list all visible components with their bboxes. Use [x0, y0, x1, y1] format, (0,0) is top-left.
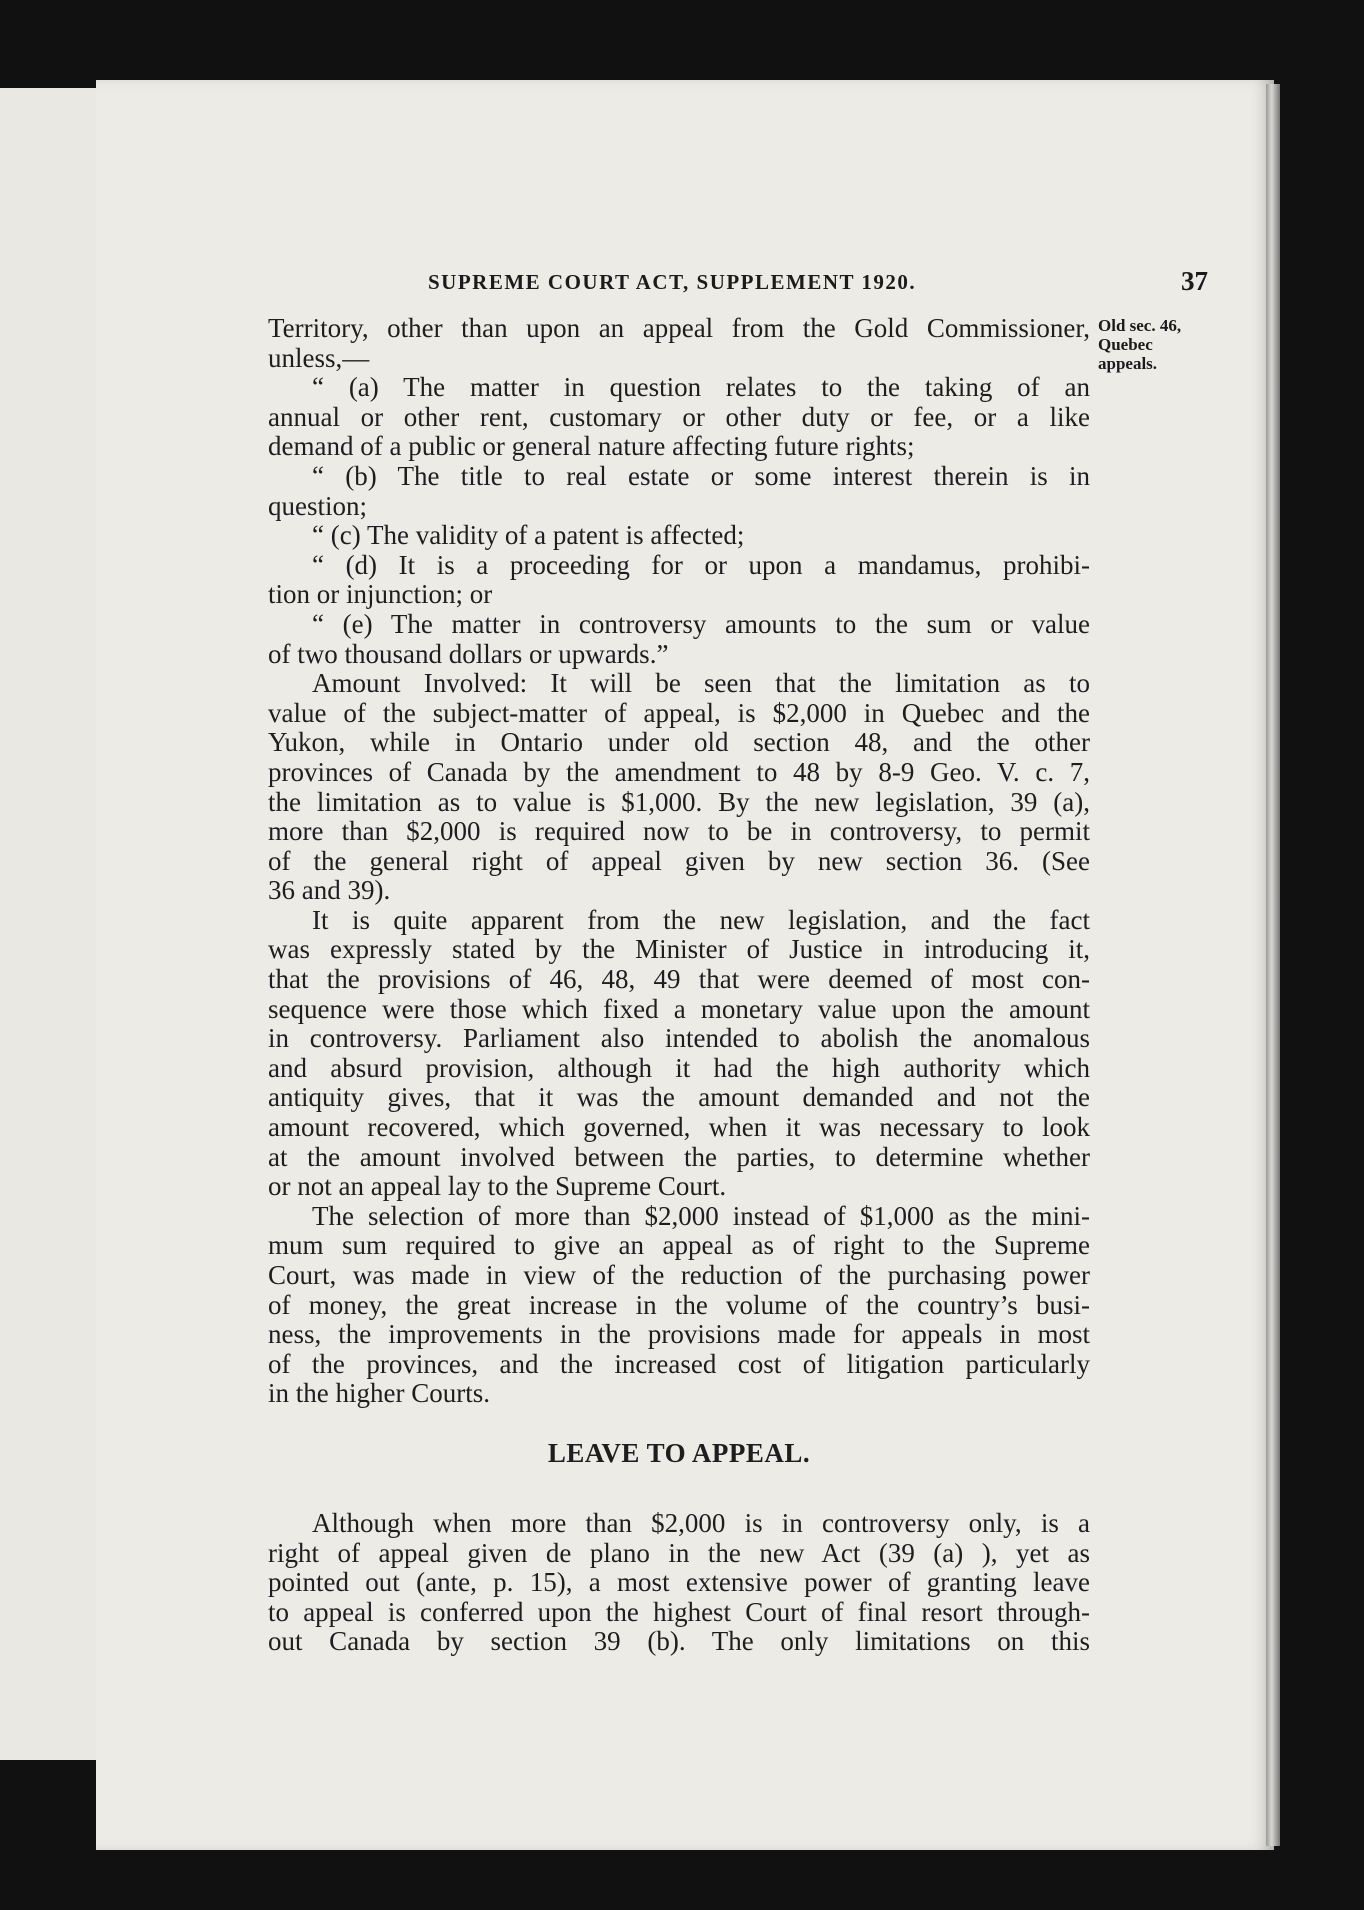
running-head: SUPREME COURT ACT, SUPPLEMENT 1920. — [428, 270, 917, 294]
page-header — [268, 266, 1208, 302]
text-line: value of the subject-matter of appeal, is $2,000 in Quebec and the — [268, 697, 1090, 728]
text-line: “ (b) The title to real estate or some interest therein is in — [312, 460, 1090, 491]
text-line: was expressly stated by the Minister of Justice in introducing it, — [268, 934, 1090, 965]
text-line: Court, was made in view of the reduction of the purchasing power — [268, 1260, 1090, 1290]
text-line: provinces of Canada by the amendment to 48 by 8-9 Geo. V. c. 7, — [268, 756, 1090, 787]
text-line: of money, the great increase in the volume of the country’s busi- — [268, 1289, 1090, 1320]
body-text — [268, 314, 1090, 1657]
text-line: more than $2,000 is required now to be in controversy, to permit — [268, 816, 1090, 847]
text-line: “ (c) The validity of a patent is affected; — [312, 520, 745, 551]
text-line: Yukon, while in Ontario under old section 48, and the other — [268, 727, 1090, 758]
text-line: 36 and 39). — [268, 875, 391, 906]
text-line: mum sum required to give an appeal as of right to the Supreme — [268, 1230, 1090, 1261]
text-line: ness, the improvements in the provisions made for appeals in most — [268, 1319, 1090, 1350]
text-line: in controversy. Parliament also intended to abolish the anomalous — [268, 1023, 1090, 1054]
section-heading: LEAVE TO APPEAL. — [547, 1437, 811, 1468]
left-page-edge — [0, 88, 110, 1760]
page-edge-shadow — [1266, 84, 1280, 1846]
text-line: “ (a) The matter in question relates to the taking of an — [312, 372, 1090, 403]
text-line: or not an appeal lay to the Supreme Court. — [268, 1171, 727, 1202]
heading-gap — [268, 1409, 1090, 1509]
text-line: of the provinces, and the increased cost of litigation particularly — [268, 1348, 1090, 1379]
text-line: and absurd provision, although it had the high authority which — [268, 1052, 1090, 1083]
page-number: 37 — [1181, 266, 1208, 296]
text-line: The selection of more than $2,000 instead of $1,000 as the mini- — [312, 1200, 1090, 1231]
text-line: demand of a public or general nature affecting future rights; — [268, 431, 915, 462]
text-line: annual or other rent, customary or other duty or fee, or a like — [268, 401, 1090, 432]
text-line: unless,— — [268, 342, 370, 373]
text-line: at the amount involved between the parties, to determine whether — [268, 1141, 1090, 1172]
text-line: tion or injunction; or — [268, 579, 493, 610]
text-block-before-heading — [268, 314, 1090, 1409]
margin-note — [1098, 316, 1208, 373]
text-line: pointed out (ante, p. 15), a most extensive power of granting leave — [268, 1567, 1090, 1598]
text-line: out Canada by section 39 (b). The only limitations on this — [268, 1626, 1090, 1657]
text-line: of the general right of appeal given by new section 36. (See — [268, 845, 1090, 876]
text-line: that the provisions of 46, 48, 49 that were deemed of most con- — [268, 964, 1090, 995]
text-line: amount recovered, which governed, when it was necessary to look — [268, 1112, 1090, 1143]
margin-note-line: Old sec. 46, — [1098, 316, 1182, 335]
text-line: question; — [268, 490, 367, 521]
text-line: of two thousand dollars or upwards.” — [268, 638, 669, 669]
text-line: Territory, other than upon an appeal from the Gold Commissioner, — [268, 313, 1090, 343]
text-line: sequence were those which fixed a monetary value upon the amount — [268, 993, 1090, 1024]
margin-note-line: Quebec — [1098, 335, 1153, 354]
text-line: right of appeal given de plano in the new Act (39 (a) ), yet as — [268, 1537, 1090, 1568]
text-line: in the higher Courts. — [268, 1378, 490, 1409]
text-line: “ (e) The matter in controversy amounts to the sum or value — [312, 608, 1090, 639]
text-block-after-heading — [268, 1509, 1090, 1657]
text-line: Amount Involved: It will be seen that the limitation as to — [312, 668, 1090, 699]
margin-note-line: appeals. — [1098, 354, 1158, 373]
text-line: antiquity gives, that it was the amount demanded and not the — [268, 1082, 1090, 1113]
text-line: “ (d) It is a proceeding for or upon a mandamus, prohibi- — [312, 549, 1090, 580]
text-line: It is quite apparent from the new legislation, and the fact — [312, 904, 1090, 935]
text-line: to appeal is conferred upon the highest Court of final resort through- — [268, 1596, 1090, 1627]
text-line: the limitation as to value is $1,000. By the new legislation, 39 (a), — [268, 786, 1090, 817]
text-line: Although when more than $2,000 is in controversy only, is a — [312, 1507, 1090, 1538]
